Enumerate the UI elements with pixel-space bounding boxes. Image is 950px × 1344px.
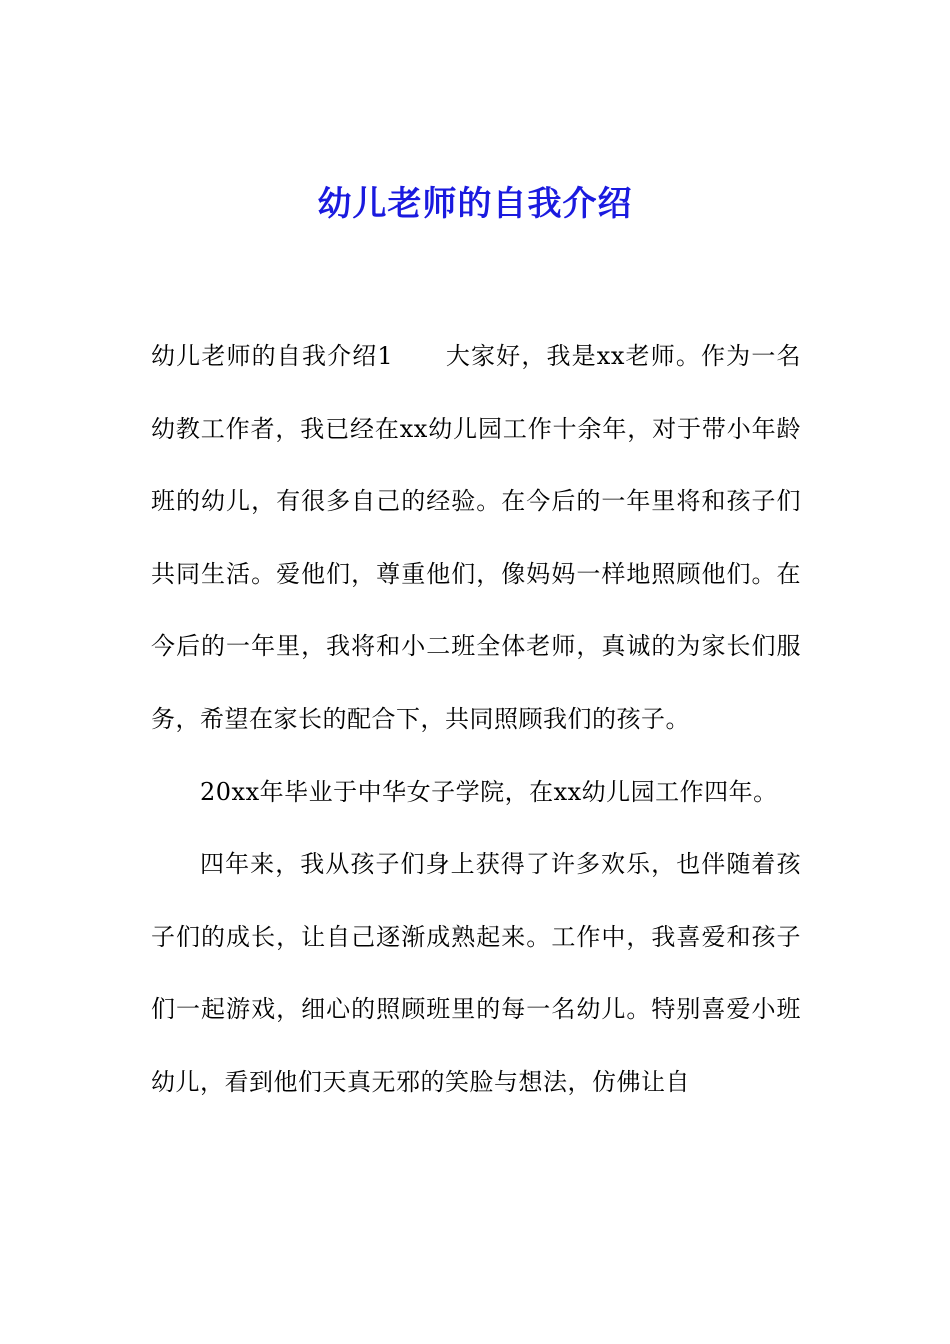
document-title: 幼儿老师的自我介绍: [317, 184, 633, 224]
paragraph-3: 四年来，我从孩子们身上获得了许多欢乐，也伴随着孩子们的成长，让自己逐渐成熟起来。工作中，我喜爱和孩子们一起游戏，细心的照顾班里的每一名幼儿。特别喜爱小班幼儿，看到他们天真无邪的笑脸与想法，仿佛让自: [151, 850, 801, 1096]
paragraph-1-text: 大家好，我是xx老师。作为一名幼教工作者，我已经在xx幼儿园工作十余年，对于带小年龄班的幼儿，有很多自己的经验。在今后的一年里将和孩子们共同生活。爱他们，尊重他们，像妈妈一样地照顾他们。在今后的一年里，我将和小二班全体老师，真诚的为家长们服务，希望在家长的配合下，共同照顾我们的孩子。: [151, 342, 801, 733]
paragraph-1: [151, 320, 801, 756]
paragraph-2: 20xx年毕业于中华女子学院，在xx幼儿园工作四年。: [200, 777, 778, 806]
section-heading: 幼儿老师的自我介绍1: [151, 342, 394, 370]
document-body: [151, 320, 801, 1119]
